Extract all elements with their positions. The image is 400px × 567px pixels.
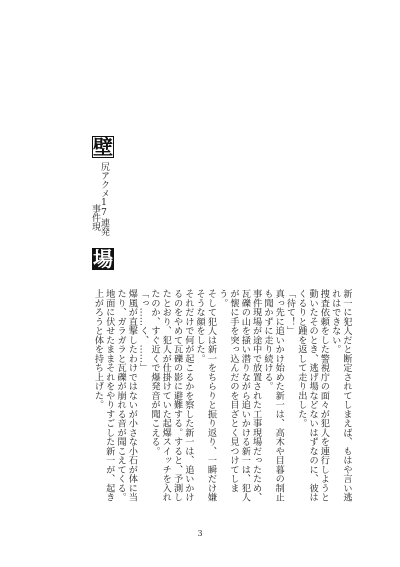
body-paragraph: それだけで何が起こるかを察した新一は、追いかけるのをやめて瓦礫の影に避難する。すると、予測したとおり、犯人が仕掛けていた起爆スイッチを入れたのか、すぐ近くで爆発音が聞こえる。 [148, 289, 194, 502]
body-text [52, 289, 352, 509]
title-subtitle-main: 尻アクメ17連発 [99, 162, 109, 236]
page-number: 3 [197, 529, 203, 538]
body-paragraph: 爆風が直撃したわけではないが小さな小石が体に当たり、ガラガラと瓦礫が崩れる音が聞こえてくる。地面に伏せたままそれをやりすごした新一が、起き上がろうと体を持ち上げた。 [92, 289, 138, 502]
title-kanji-bottom: 場 [93, 247, 113, 271]
body-paragraph: 捜査依頼をした警視庁の面々が犯人を連行しようと動いたそのとき、逃げ場などないはずなのに、彼はくるりと踵を返して走り出した。 [295, 289, 330, 502]
body-paragraph: 新一に犯人だと断定されてしまえば、もはや言い逃れはできない。 [329, 289, 352, 502]
chapter-title-block [84, 136, 122, 276]
body-paragraph: そして犯人は新一をちらりと振り返り、一瞬だけ嫌そうな顔をした。 [194, 289, 217, 502]
title-kanji-top: 壁 [93, 135, 113, 159]
body-paragraph: 事件現場が途中で放置された工事現場だったため、瓦礫の山を掻い潜りながら追いかける新一は、犯人が懐に手を突っ込んだのを目ざとく見つけてしまう。 [216, 289, 262, 502]
title-subtitle-sub: 事件現 [90, 204, 100, 231]
body-paragraph: 「っ……く、……」 [137, 289, 149, 373]
body-paragraph: 真っ先に追いかけ始めた新一は、高木や目暮の制止も聞かずに走り続ける。 [261, 289, 285, 502]
body-paragraph: 「待て！」 [284, 289, 296, 336]
